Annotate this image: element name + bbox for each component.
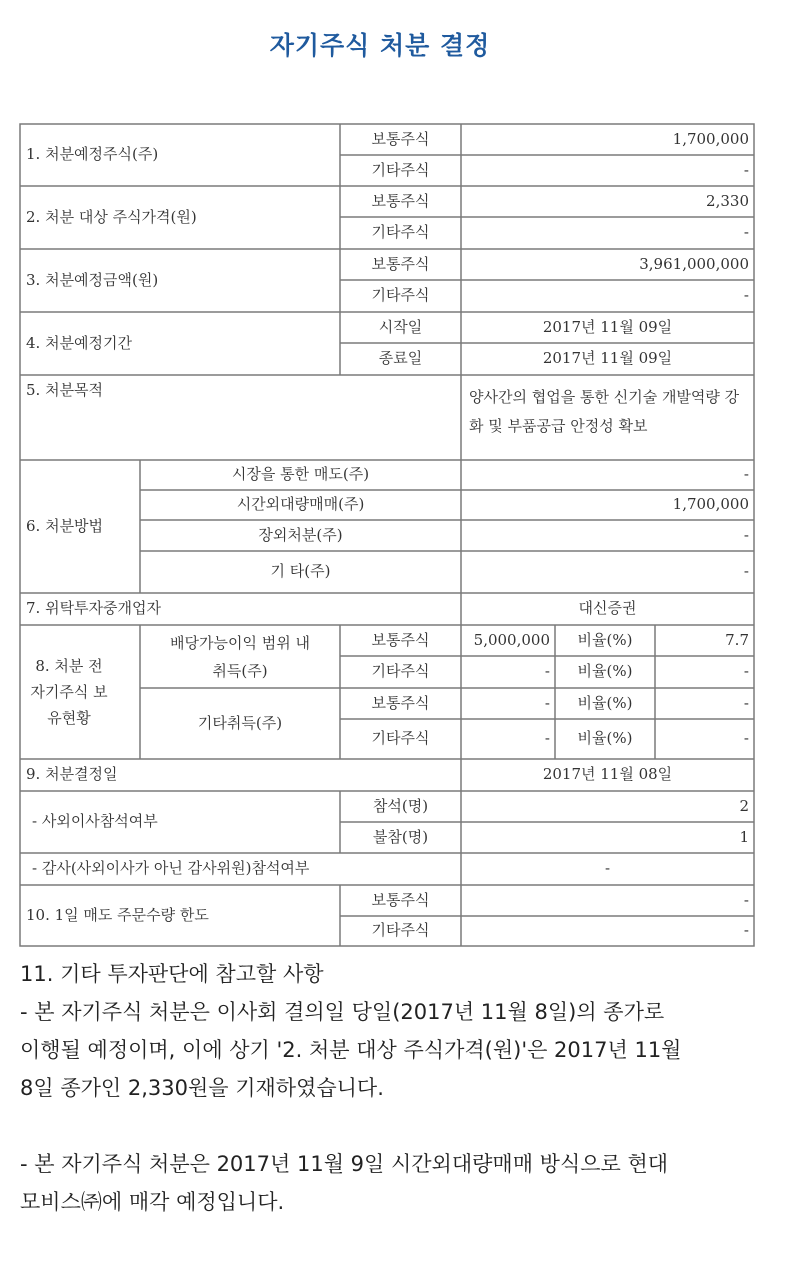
r7-label: 7. 위탁투자중개업자 [26, 599, 162, 618]
auditor-value: - [604, 859, 611, 878]
outside-director-label: - 사외이사참석여부 [32, 812, 158, 831]
r8-type: 보통주식 [371, 693, 430, 712]
r1-label: 1. 처분예정주식(주) [26, 145, 159, 164]
r3-label: 3. 처분예정금액(원) [26, 270, 159, 289]
r8-ratio: - [743, 662, 749, 681]
r10-other-value: - [743, 921, 749, 940]
r8-type: 기타주식 [371, 729, 430, 748]
r8-ratio-label: 비율(%) [577, 630, 633, 649]
r6-item-label: 기 타(주) [270, 562, 331, 581]
notes-line: - 본 자기주식 처분은 2017년 11월 9일 시간외대량매매 방식으로 현대 [20, 1152, 669, 1176]
notes-line: 이행될 예정이며, 이에 상기 '2. 처분 대상 주식가격(원)'은 2017년 11월 [20, 1038, 682, 1062]
r2-common-label: 보통주식 [371, 191, 430, 210]
r8-ratio: - [743, 693, 749, 712]
r8-qty: 5,000,000 [473, 630, 550, 649]
r3-common-value: 3,961,000,000 [639, 254, 749, 273]
r4-end-value: 2017년 11월 09일 [542, 349, 673, 368]
r2-common-value: 2,330 [706, 191, 749, 210]
r6-item-value: - [743, 562, 749, 581]
r8-ratio-label: 비율(%) [577, 693, 633, 712]
r1-other-label: 기타주식 [371, 160, 430, 179]
page-title: 자기주식 처분 결정 [269, 31, 491, 60]
r2-label: 2. 처분 대상 주식가격(원) [26, 207, 197, 226]
notes-heading: 11. 기타 투자판단에 참고할 사항 [20, 962, 324, 986]
r8-group2-label: 기타취득(주) [197, 713, 283, 732]
r10-common-label: 보통주식 [371, 890, 430, 909]
notes-line: 8일 종가인 2,330원을 기재하였습니다. [20, 1076, 384, 1100]
r3-other-value: - [743, 286, 749, 305]
r8-qty: - [544, 693, 550, 712]
r5-label: 5. 처분목적 [26, 381, 104, 399]
r4-label: 4. 처분예정기간 [26, 333, 133, 352]
r2-other-value: - [743, 223, 749, 242]
r8-ratio-label: 비율(%) [577, 662, 633, 681]
r6-item-value: - [743, 525, 749, 544]
r1-other-value: - [743, 160, 749, 179]
r5-purpose: 양사간의 협업을 통한 신기술 개발역량 강화 및 부품공급 안정성 확보 [469, 388, 740, 435]
notes-line: 모비스㈜에 매각 예정입니다. [20, 1190, 285, 1214]
r6-item-label: 시장을 통한 매도(주) [231, 465, 370, 484]
r7-broker: 대신증권 [578, 599, 637, 618]
r8-qty: - [544, 662, 550, 681]
r10-common-value: - [743, 890, 749, 909]
r2-other-label: 기타주식 [371, 223, 430, 242]
r8-ratio: - [743, 729, 749, 748]
auditor-label: - 감사(사외이사가 아닌 감사위원)참석여부 [32, 859, 310, 878]
r6-label: 6. 처분방법 [26, 516, 104, 535]
r8-qty: - [544, 729, 550, 748]
r1-common-value: 1,700,000 [672, 129, 749, 148]
r3-other-label: 기타주식 [371, 286, 430, 305]
r10-label: 10. 1일 매도 주문수량 한도 [26, 905, 209, 924]
r1-common-label: 보통주식 [371, 129, 430, 148]
r9-date: 2017년 11월 08일 [542, 765, 673, 784]
r10-other-label: 기타주식 [371, 921, 430, 940]
r6-item-label: 장외처분(주) [258, 525, 343, 544]
r8-type: 보통주식 [371, 630, 430, 649]
r6-item-value: - [743, 465, 749, 484]
outside-absent-value: 1 [739, 827, 749, 846]
r9-label: 9. 처분결정일 [26, 765, 118, 784]
r4-end-label: 종료일 [378, 349, 423, 368]
r3-common-label: 보통주식 [371, 254, 430, 273]
r8-type: 기타주식 [371, 662, 430, 681]
r6-item-value: 1,700,000 [672, 495, 749, 514]
r6-item-label: 시간외대량매매(주) [236, 495, 365, 514]
r8-ratio-label: 비율(%) [577, 729, 633, 748]
r4-start-value: 2017년 11월 09일 [542, 317, 673, 336]
outside-absent-label: 불참(명) [372, 827, 429, 846]
notes-section [20, 955, 780, 1221]
r8-ratio: 7.7 [725, 630, 749, 649]
outside-present-label: 참석(명) [372, 796, 429, 815]
r4-start-label: 시작일 [378, 317, 423, 336]
notes-line: - 본 자기주식 처분은 이사회 결의일 당일(2017년 11월 8일)의 종가로 [20, 1000, 665, 1024]
outside-present-value: 2 [739, 796, 749, 815]
r8-label: 8. 처분 전 자기주식 보유현황 [30, 657, 108, 727]
r8-group1-label: 배당가능이익 범위 내 취득(주) [170, 633, 310, 680]
